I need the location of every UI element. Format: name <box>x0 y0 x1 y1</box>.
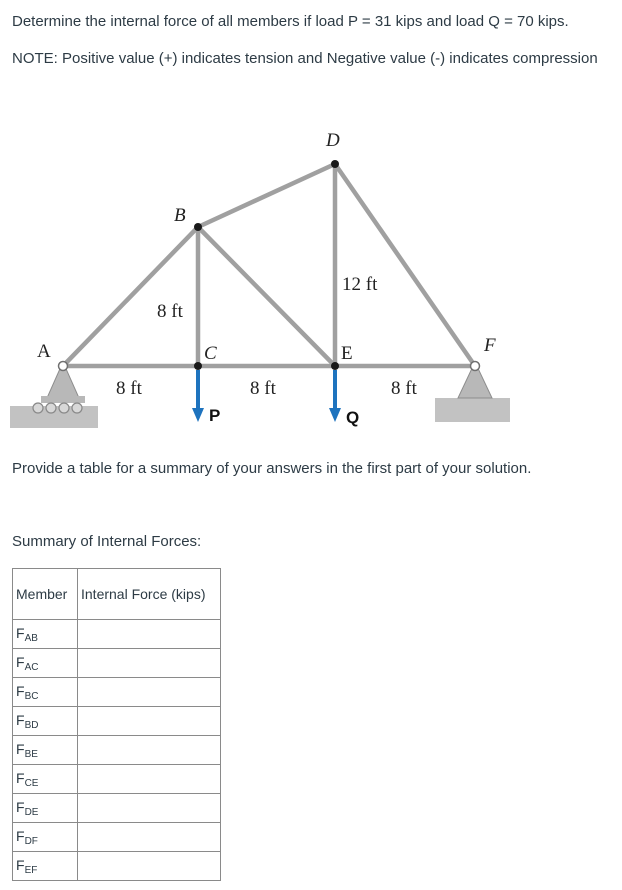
table-row <box>13 678 221 707</box>
dim-ef-span: 8 ft <box>391 378 417 399</box>
member-symbol: F <box>16 682 25 699</box>
force-value-cell[interactable] <box>78 765 221 794</box>
dim-bc-height: 8 ft <box>157 301 183 322</box>
member-subscript: CE <box>24 777 39 789</box>
member-cell <box>13 765 78 794</box>
force-value-cell[interactable] <box>78 620 221 649</box>
node-label-f: F <box>484 335 496 356</box>
member-cell <box>13 620 78 649</box>
joint-d <box>331 160 339 168</box>
dim-de-height: 12 ft <box>342 274 378 295</box>
table-row <box>13 736 221 765</box>
force-value-cell[interactable] <box>78 794 221 823</box>
member-symbol: F <box>16 624 25 641</box>
table-row <box>13 823 221 852</box>
joint-c <box>194 362 202 370</box>
table-row <box>13 707 221 736</box>
header-internal-force: Internal Force (kips) <box>78 569 221 620</box>
table-instruction: Provide a table for a summary of your answers in the first part of your solution. <box>12 460 532 477</box>
joint-b <box>194 223 202 231</box>
sign-convention-note: NOTE: Positive value (+) indicates tension and Negative value (-) indicates compression <box>12 50 598 67</box>
force-value-cell[interactable] <box>78 649 221 678</box>
table-row <box>13 620 221 649</box>
member-bd <box>198 164 335 227</box>
force-value-cell[interactable] <box>78 852 221 881</box>
member-cell <box>13 736 78 765</box>
dim-ac-span: 8 ft <box>116 378 142 399</box>
question-text: Determine the internal force of all members if load P = 31 kips and load Q = 70 kips. <box>12 13 569 30</box>
truss-members <box>63 164 475 366</box>
load-q-arrow <box>329 370 341 422</box>
force-value-cell[interactable] <box>78 736 221 765</box>
member-subscript: BE <box>24 748 38 760</box>
load-q-label: Q <box>346 408 360 427</box>
member-cell <box>13 794 78 823</box>
force-value-cell[interactable] <box>78 823 221 852</box>
member-subscript: AC <box>24 661 39 673</box>
member-subscript: DE <box>24 806 39 818</box>
table-row <box>13 852 221 881</box>
member-symbol: F <box>16 711 25 728</box>
node-label-e: E <box>341 343 353 364</box>
member-subscript: BD <box>24 719 39 731</box>
member-symbol: F <box>16 798 25 815</box>
dim-ce-span: 8 ft <box>250 378 276 399</box>
node-label-b: B <box>174 205 186 226</box>
member-subscript: AB <box>24 632 38 644</box>
roller-support-a <box>33 362 85 414</box>
node-label-c: C <box>204 343 217 364</box>
table-row <box>13 765 221 794</box>
ground-right <box>435 398 510 422</box>
member-ab <box>63 227 198 366</box>
truss-diagram <box>0 110 622 440</box>
force-value-cell[interactable] <box>78 707 221 736</box>
member-df <box>335 164 475 366</box>
table-row <box>13 794 221 823</box>
force-value-cell[interactable] <box>78 678 221 707</box>
member-symbol: F <box>16 856 25 873</box>
member-be <box>198 227 335 366</box>
node-label-d: D <box>326 130 340 151</box>
load-p-label: P <box>209 406 221 425</box>
table-row <box>13 649 221 678</box>
summary-heading: Summary of Internal Forces: <box>12 533 202 550</box>
header-member: Member <box>13 569 78 620</box>
member-subscript: DF <box>24 835 38 847</box>
joint-e <box>331 362 339 370</box>
member-subscript: EF <box>24 864 38 876</box>
member-symbol: F <box>16 653 25 670</box>
member-symbol: F <box>16 740 25 757</box>
node-label-a: A <box>37 341 51 362</box>
load-p-arrow <box>192 370 204 422</box>
member-cell <box>13 649 78 678</box>
table-header-row <box>13 569 221 620</box>
summary-table <box>12 568 221 881</box>
member-cell <box>13 678 78 707</box>
member-cell <box>13 707 78 736</box>
member-symbol: F <box>16 827 25 844</box>
member-symbol: F <box>16 769 25 786</box>
member-subscript: BC <box>24 690 39 702</box>
member-cell <box>13 823 78 852</box>
member-cell <box>13 852 78 881</box>
